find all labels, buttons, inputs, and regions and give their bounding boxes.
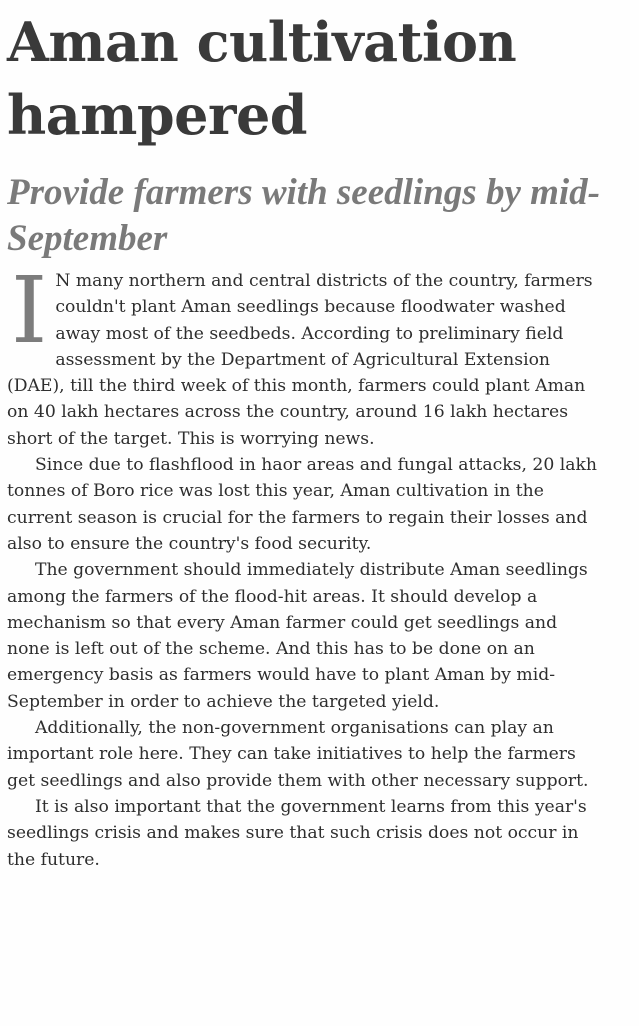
- article-paragraph-4: Additionally, the non-government organisations can play an important role here. They can take initiatives to help the farmers get seedlings and also provide them with other necessary support.: [7, 718, 589, 791]
- article-paragraph-1: [7, 257, 597, 452]
- drop-cap: I: [11, 257, 48, 364]
- article-paragraph-3: The government should immediately distribute Aman seedlings among the farmers of the flood-hit areas. It should develop a mechanism so that every Aman farmer could get seedlings and none is left out of the scheme. And this has to be done on an emergency basis as farmers would have to plant Aman by mid-September in order to achieve the targeted yield.: [7, 560, 588, 712]
- subheadline: Provide farmers with seedlings by mid-September: [7, 172, 600, 259]
- paragraph-text: N many northern and central districts of the country, farmers couldn't plant Aman seedlings because floodwater washed away most of the seedbeds. According to preliminary field assessment by the Department of Agricultural Extension (DAE), till the third week of this month, farmers could plant Aman on 40 lakh hectares across the country, around 16 lakh hectares short of the target. This is worrying news.: [7, 271, 593, 449]
- article-body: [7, 257, 597, 873]
- article-paragraph-5: It is also important that the government learns from this year's seedlings crisis and makes sure that such crisis does not occur in the future.: [7, 796, 587, 870]
- article-paragraph-2: Since due to flashflood in haor areas and fungal attacks, 20 lakh tonnes of Boro rice was lost this year, Aman cultivation in the current season is crucial for the farmers to regain their losses and also to ensure the country's food security.: [7, 455, 597, 554]
- headline: Aman cultivation hampered: [7, 10, 517, 147]
